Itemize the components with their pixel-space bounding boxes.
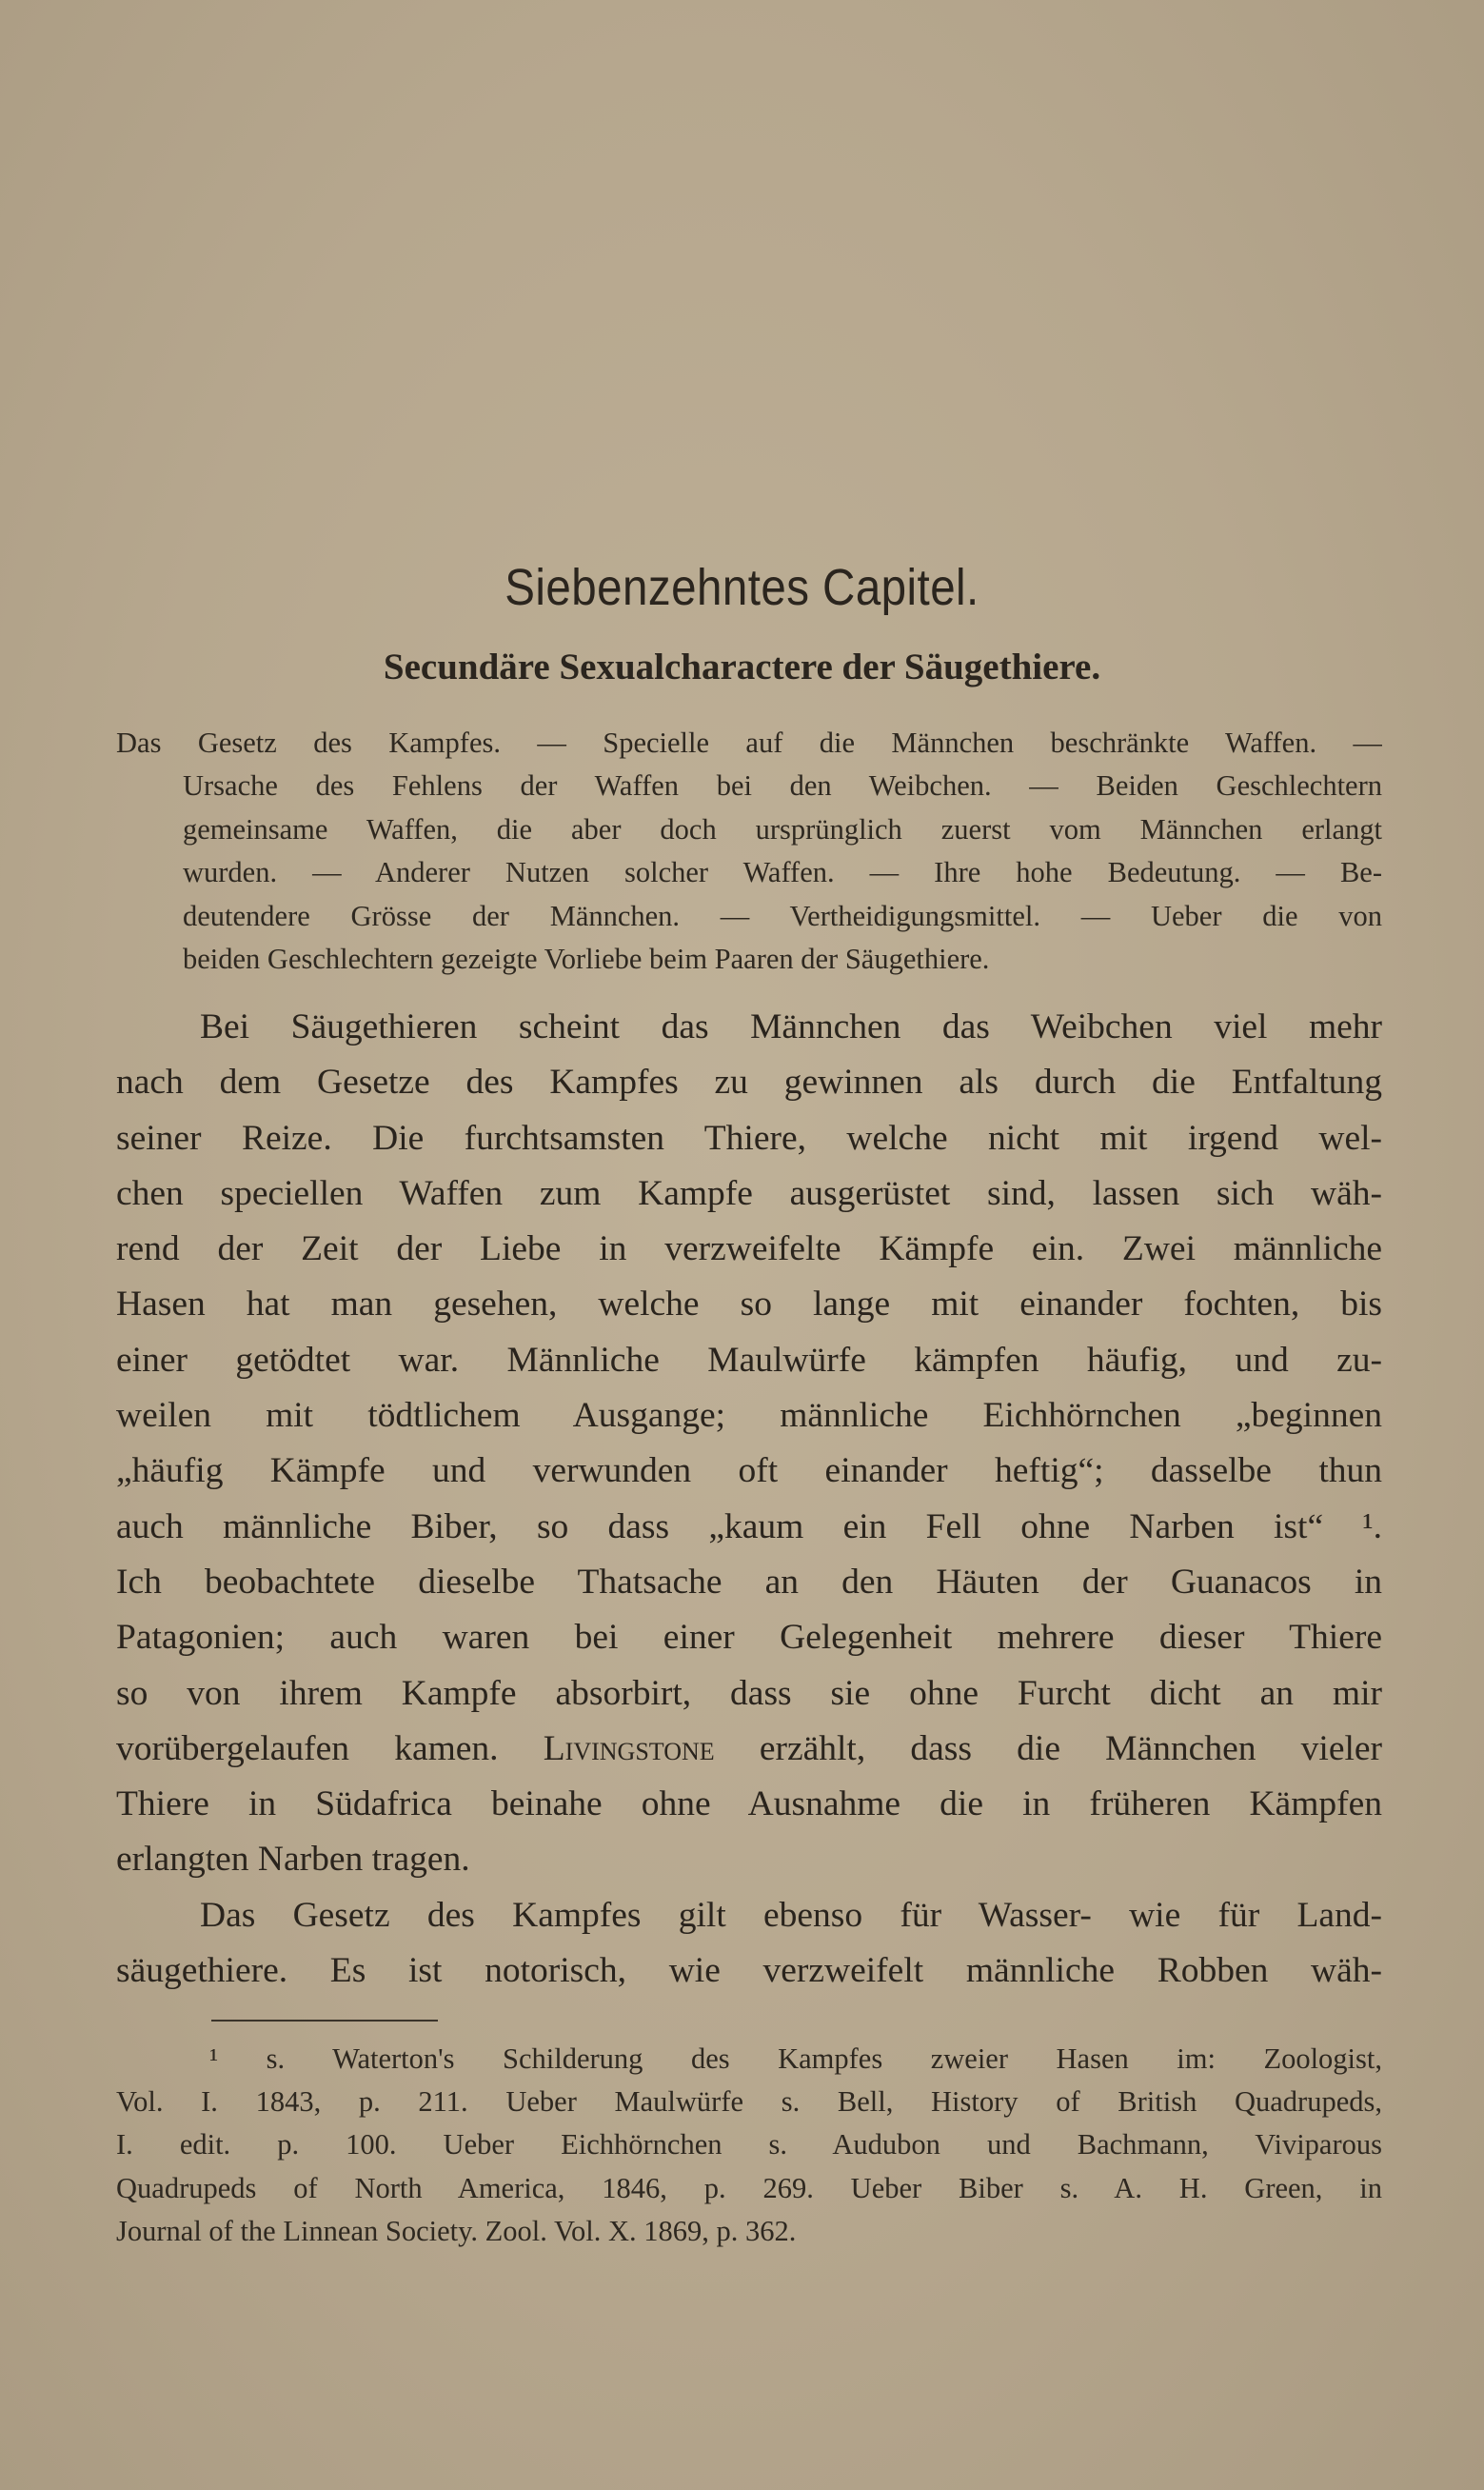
body-line: nach dem Gesetze des Kampfes zu gewinnen als durch die Entfaltung [116,1063,1382,1103]
author-name: Livingstone [543,1728,715,1768]
body-line-part: vorübergelaufen kamen. [116,1728,499,1768]
summary-line: gemeinsame Waffen, die aber doch ursprünglich zuerst vom Männchen erlangt [183,812,1382,846]
footnote [116,2038,1382,2253]
body-line: erlangten Narben tragen. [116,1840,470,1880]
footnote-line: Quadrupeds of North America, 1846, p. 269. Ueber Biber s. A. H. Green, in [116,2171,1382,2204]
summary-line: Ursache des Fehlens der Waffen bei den Weibchen. — Beiden Geschlechtern [183,769,1382,803]
body-line: Das Gesetz des Kampfes gilt ebenso für Wasser- wie für Land- [200,1895,1382,1935]
summary-line: Das Gesetz des Kampfes. — Specielle auf die Männchen beschränkte Waffen. — [116,727,1382,759]
body-line: einer getödtet war. Männliche Maulwürfe kämpfen häufig, und zu- [116,1340,1382,1380]
body-line: Hasen hat man gesehen, welche so lange mit einander fochten, bis [116,1285,1382,1325]
footnote-line: I. edit. p. 100. Ueber Eichhörnchen s. Audubon und Bachmann, Viviparous [116,2128,1382,2161]
body-line: „häufig Kämpfe und verwunden oft einander heftig“; dasselbe thun [116,1451,1382,1491]
body-line-part: erzählt, dass die Männchen vieler [759,1728,1382,1768]
summary-line: deutendere Grösse der Männchen. — Vertheidigungsmittel. — Ueber die von [183,899,1382,932]
body-line: Bei Säugethieren scheint das Männchen das Weibchen viel mehr [200,1007,1382,1046]
footnote-divider [211,2020,438,2022]
body-text [116,1000,1382,1999]
body-line: seiner Reize. Die furchtsamsten Thiere, welche nicht mit irgend wel- [116,1118,1382,1158]
body-line: weilen mit tödtlichem Ausgange; männliche Eichhörnchen „beginnen [116,1396,1382,1436]
chapter-subtitle: Secundäre Sexualcharactere der Säugethiere. [383,647,1101,687]
body-line: rend der Zeit der Liebe in verzweifelte Kämpfe ein. Zwei männliche [116,1229,1382,1269]
footnote-line: Vol. I. 1843, p. 211. Ueber Maulwürfe s. Bell, History of British Quadrupeds, [116,2085,1382,2119]
body-line: Thiere in Südafrica beinahe ohne Ausnahme die in früheren Kämpfen [116,1784,1382,1824]
body-line: Ich beobachtete dieselbe Thatsache an den Häuten der Guanacos in [116,1562,1382,1602]
body-line: Patagonien; auch waren bei einer Gelegenheit mehrere dieser Thiere [116,1618,1382,1658]
body-line-mixed [116,1722,1382,1777]
chapter-summary [116,722,1382,981]
body-line: auch männliche Biber, so dass „kaum ein Fell ohne Narben ist“ ¹. [116,1506,1382,1546]
chapter-title: Siebenzehntes Capitel. [505,559,979,616]
body-line: säugethiere. Es ist notorisch, wie verzweifelt männliche Robben wäh- [116,1951,1382,1991]
footnote-line: ¹ s. Waterton's Schilderung des Kampfes zweier Hasen im: Zoologist, [209,2042,1382,2075]
footnote-line: Journal of the Linnean Society. Zool. Vol. X. 1869, p. 362. [116,2214,797,2247]
summary-line: wurden. — Anderer Nutzen solcher Waffen. — Ihre hohe Bedeutung. — Be- [183,856,1382,889]
summary-line: beiden Geschlechtern gezeigte Vorliebe beim Paaren der Säugethiere. [183,942,990,975]
body-line: chen speciellen Waffen zum Kampfe ausgerüstet sind, lassen sich wäh- [116,1173,1382,1213]
body-line: so von ihrem Kampfe absorbirt, dass sie ohne Furcht dicht an mir [116,1673,1382,1713]
